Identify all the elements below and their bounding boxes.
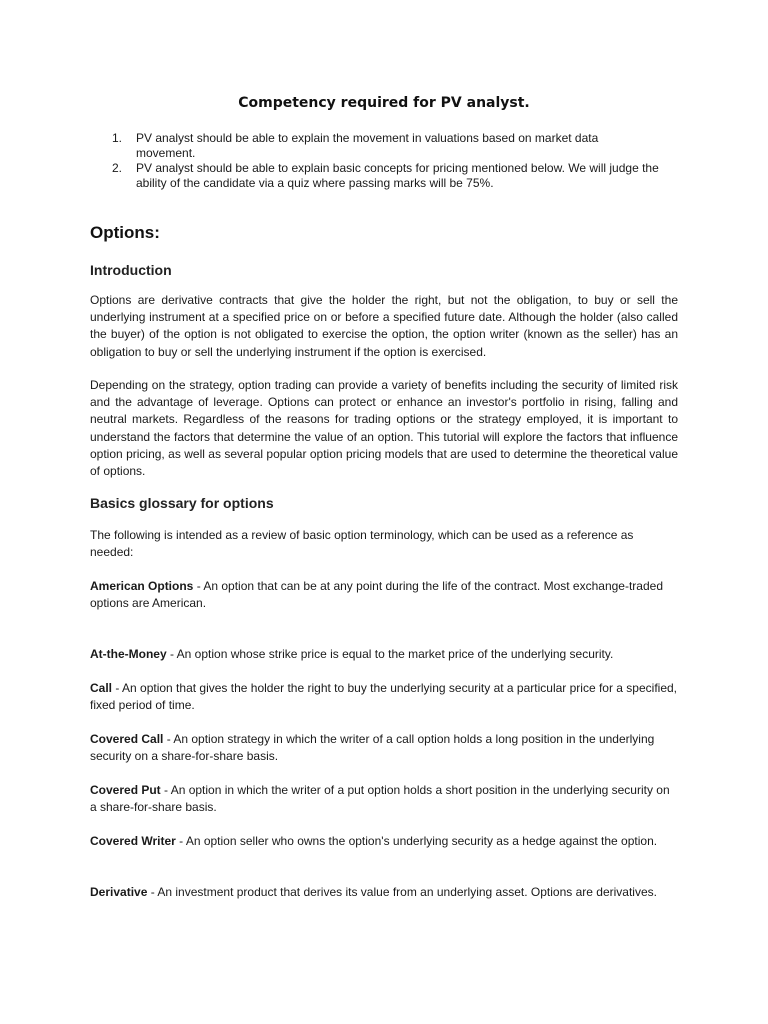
glossary-entry xyxy=(90,782,678,816)
glossary-term: Covered Writer xyxy=(90,834,176,848)
glossary-entry xyxy=(90,578,678,612)
glossary-intro: The following is intended as a review of basic option terminology, which can be used as a reference as needed: xyxy=(90,528,634,560)
glossary-definition: - An option that gives the holder the right to buy the underlying security at a particular price for a specified, fixed period of time. xyxy=(90,681,677,713)
glossary-entry xyxy=(90,731,678,765)
glossary-term: American Options xyxy=(90,579,194,593)
glossary-term: Derivative xyxy=(90,885,148,899)
glossary-entry xyxy=(90,646,678,663)
glossary-heading: Basics glossary for options xyxy=(90,495,274,511)
glossary-definition: - An option that can be at any point during the life of the contract. Most exchange-traded options are American. xyxy=(90,579,663,611)
glossary-entry xyxy=(90,884,678,901)
requirement-text: PV analyst should be able to explain basic concepts for pricing mentioned below. We will judge the ability of the candidate via a quiz where passing marks will be 75%. xyxy=(136,161,659,190)
requirement-number: 2. xyxy=(112,161,123,175)
glossary-definition: - An option seller who owns the option's underlying security as a hedge against the option. xyxy=(175,834,658,848)
glossary-term: At-the-Money xyxy=(90,647,167,661)
glossary-entry xyxy=(90,680,678,714)
introduction-paragraph: Depending on the strategy, option trading can provide a variety of benefits including the security of limited risk and the advantage of leverage. Options can protect or enhance an investor's portfolio in rising, falling and neutral markets. Regardless of the reasons for trading options or the strategy employed, it is important to understand the factors that determine the value of an option. This tutorial will explore the factors that influence option pricing, as well as several popular option pricing models that are used to determine the theoretical value of options. xyxy=(90,378,678,479)
glossary-term: Call xyxy=(90,681,113,695)
glossary-definition: - An investment product that derives its value from an underlying asset. Options are derivatives. xyxy=(147,885,657,899)
glossary-definition: - An option in which the writer of a put option holds a short position in the underlying security on a share-for-share basis. xyxy=(90,783,670,815)
requirement-text: PV analyst should be able to explain the movement in valuations based on market data movement. xyxy=(136,131,599,160)
introduction-heading: Introduction xyxy=(90,262,172,278)
requirements-list xyxy=(90,131,680,191)
glossary-definition: - An option whose strike price is equal to the market price of the underlying security. xyxy=(166,647,614,661)
requirement-item xyxy=(90,161,676,191)
requirement-number: 1. xyxy=(112,131,123,145)
document-title: Competency required for PV analyst. xyxy=(238,95,530,111)
glossary-term: Covered Put xyxy=(90,783,161,797)
glossary-term: Covered Call xyxy=(90,732,164,746)
glossary-entry xyxy=(90,833,678,850)
glossary-definition: - An option strategy in which the writer of a call option holds a long position in the underlying security on a share-for-share basis. xyxy=(90,732,655,764)
requirement-item xyxy=(90,131,651,161)
options-heading: Options: xyxy=(90,223,160,242)
introduction-paragraph: Options are derivative contracts that give the holder the right, but not the obligation, to buy or sell the underlying instrument at a specified price on or before a specified future date. Although the holder (also called the buyer) of the option is not obligated to exercise the option, the option writer (known as the seller) has an obligation to buy or sell the underlying instrument if the option is exercised. xyxy=(90,293,678,359)
